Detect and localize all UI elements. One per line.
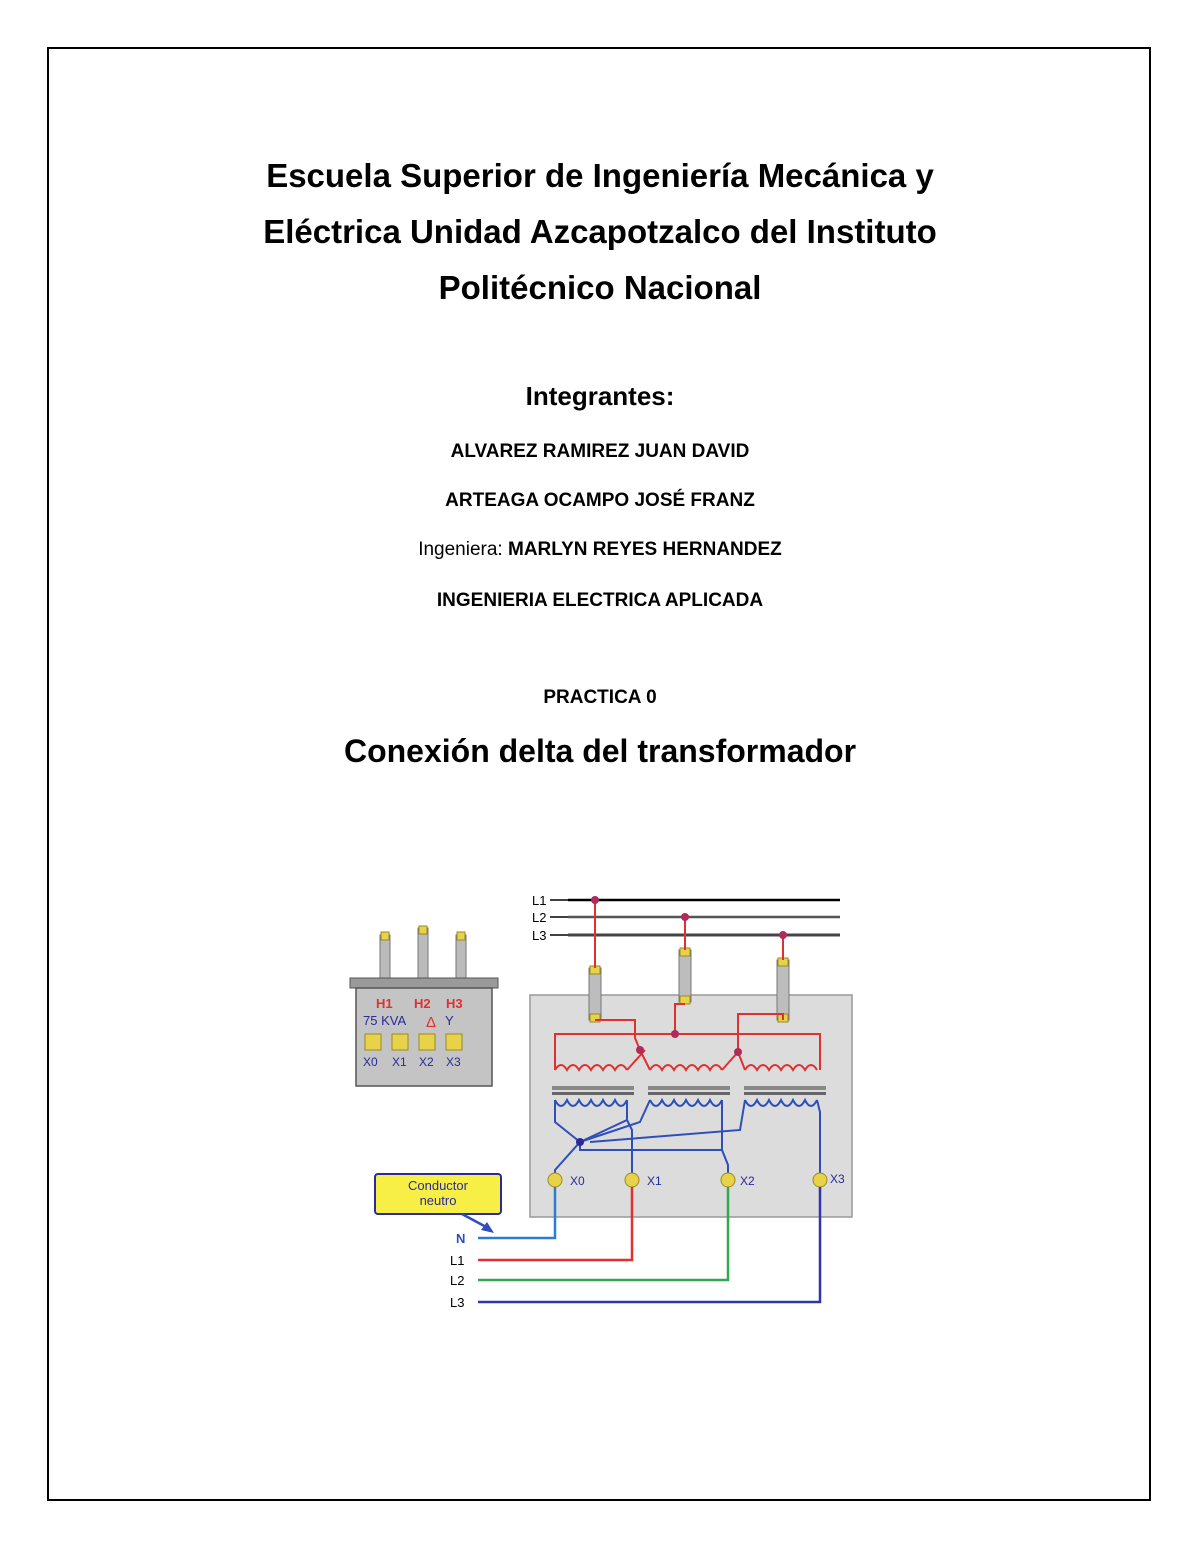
rating-label: 75 KVA xyxy=(363,1013,407,1028)
bushing-icon xyxy=(380,926,466,980)
h-terminal-label: H1 xyxy=(376,996,393,1011)
title-line-2: Eléctrica Unidad Azcapotzalco del Instituto xyxy=(263,213,937,250)
wye-icon: Y xyxy=(445,1013,454,1028)
output-terminal-label: X3 xyxy=(830,1172,845,1186)
junction-dot xyxy=(779,931,787,939)
member-name: ARTEAGA OCAMPO JOSÉ FRANZ xyxy=(445,490,755,511)
title-line-1: Escuela Superior de Ingeniería Mecánica y xyxy=(266,157,934,194)
output-terminal-label: X1 xyxy=(647,1174,662,1188)
x-terminal-label: X3 xyxy=(446,1055,461,1069)
callout-text: Conductor xyxy=(408,1178,468,1193)
output-line-label: L3 xyxy=(450,1295,465,1310)
title-line-3: Politécnico Nacional xyxy=(438,269,762,306)
junction-dot xyxy=(671,1030,679,1038)
page-title xyxy=(0,148,1200,316)
output-terminal-label: X2 xyxy=(740,1174,755,1188)
engineer-label: Ingeniera: xyxy=(418,539,503,560)
junction-dot xyxy=(591,896,599,904)
x-terminal-label: X1 xyxy=(392,1055,407,1069)
member-name: ALVAREZ RAMIREZ JUAN DAVID xyxy=(450,441,750,462)
h-terminal-label: H2 xyxy=(414,996,431,1011)
h-terminal-label: H3 xyxy=(446,996,463,1011)
delta-transformer-diagram xyxy=(340,885,860,1315)
course-name: INGENIERIA ELECTRICA APLICADA xyxy=(436,590,764,611)
delta-icon: Δ xyxy=(426,1014,437,1031)
top-line-label: L1 xyxy=(532,893,547,908)
transformer-illustration xyxy=(350,926,498,1086)
x-terminal-label: X0 xyxy=(363,1055,378,1069)
arrow-head-icon xyxy=(481,1222,494,1233)
top-line-label: L3 xyxy=(532,928,547,943)
top-line-label: L2 xyxy=(532,910,547,925)
practice-number: PRACTICA 0 xyxy=(543,687,657,708)
practice-title: Conexión delta del transformador xyxy=(343,733,857,769)
engineer-line xyxy=(0,539,1200,561)
engineer-name: MARLYN REYES HERNANDEZ xyxy=(508,539,782,560)
output-line-label: L2 xyxy=(450,1273,465,1288)
neutral-junction-dot xyxy=(576,1138,584,1146)
members-heading: Integrantes: xyxy=(525,381,675,411)
junction-dot xyxy=(734,1048,742,1056)
output-terminal-label: X0 xyxy=(570,1174,585,1188)
junction-dot xyxy=(636,1046,644,1054)
neutral-callout xyxy=(375,1174,501,1233)
junction-dot xyxy=(681,913,689,921)
output-line-label: L1 xyxy=(450,1253,465,1268)
output-line-label: N xyxy=(456,1231,466,1246)
callout-text: neutro xyxy=(419,1193,457,1208)
x-terminal-label: X2 xyxy=(419,1055,434,1069)
